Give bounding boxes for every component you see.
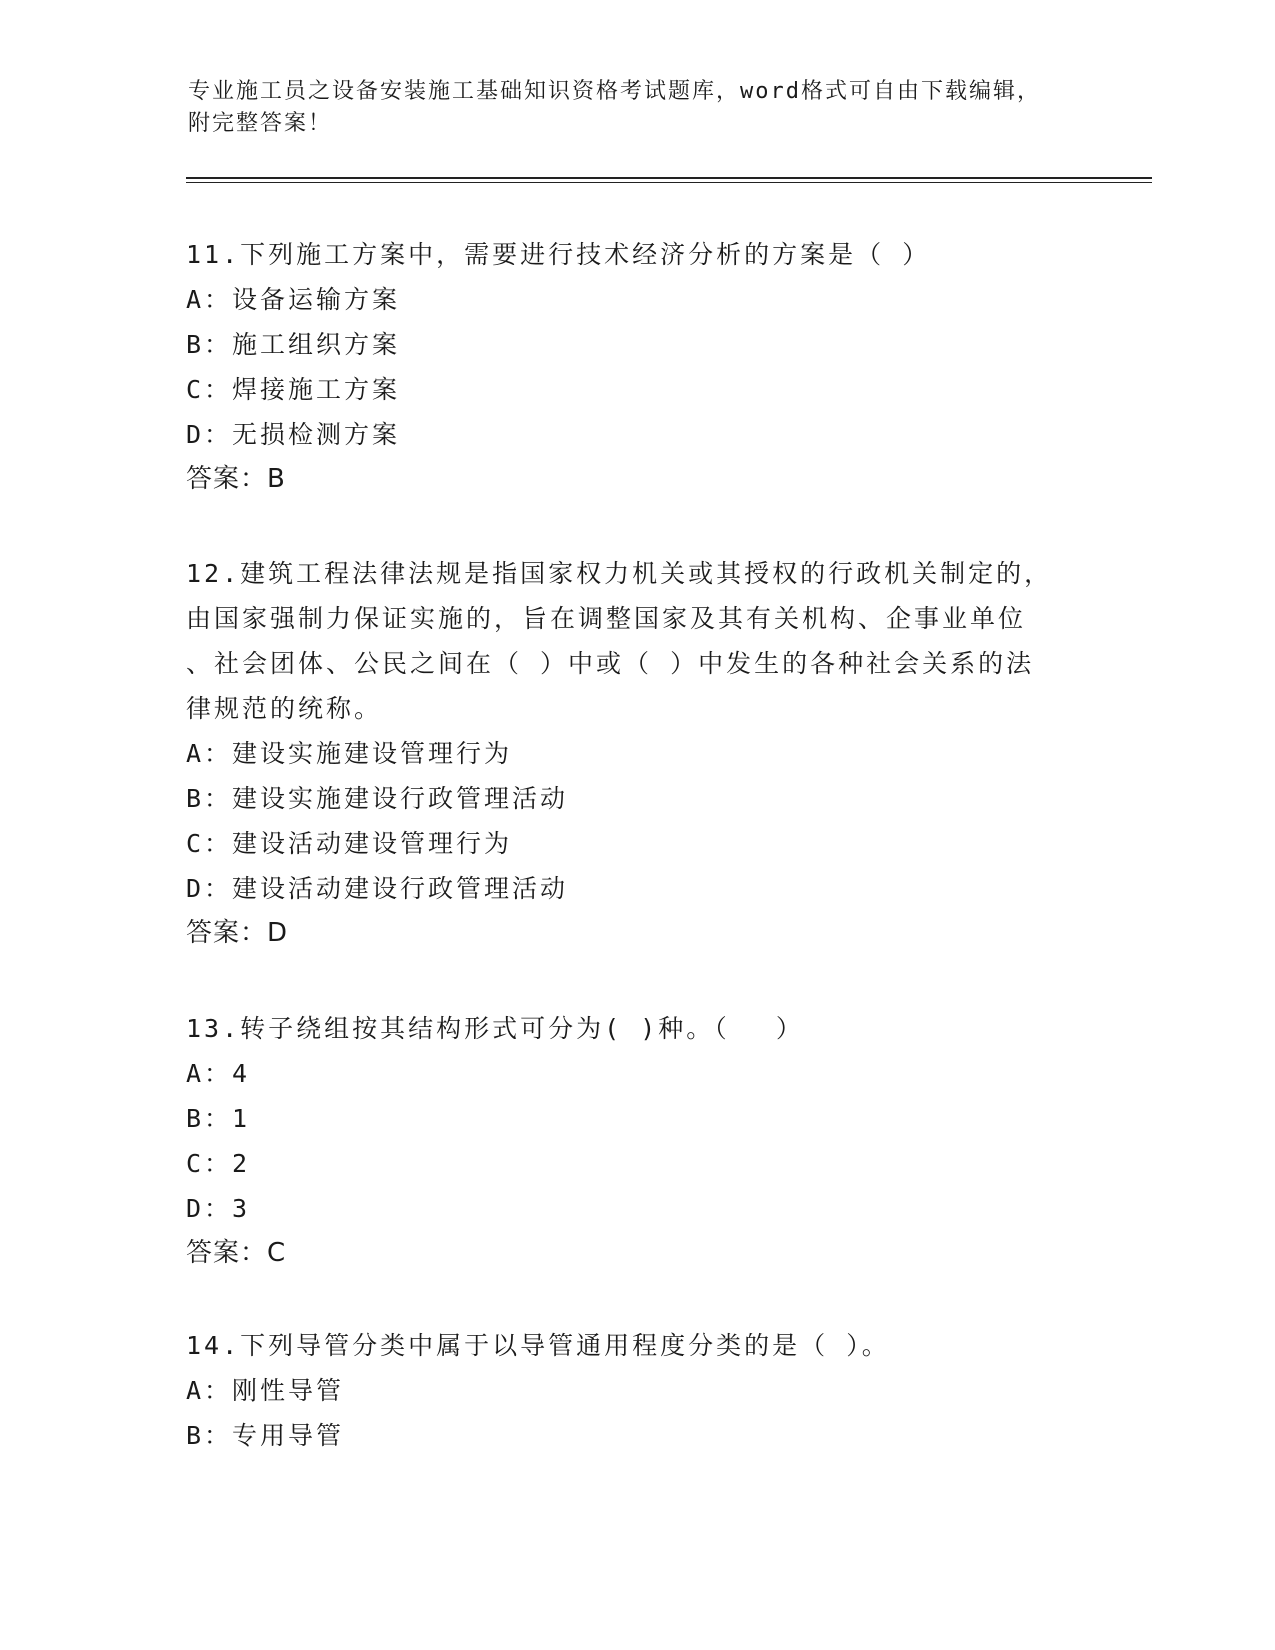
header-line-1: 专业施工员之设备安装施工基础知识资格考试题库，word格式可自由下载编辑， <box>188 79 1041 104</box>
header-divider-thin <box>186 182 1152 183</box>
question-13 <box>186 1006 1066 1276</box>
answer-line: 答案：B <box>186 464 286 494</box>
question-stem: 11.下列施工方案中，需要进行技术经济分析的方案是（ ） <box>186 240 931 269</box>
option-a: A：设备运输方案 <box>186 285 401 314</box>
option-a: A：4 <box>186 1059 251 1088</box>
question-11 <box>186 232 1066 502</box>
question-14 <box>186 1323 1066 1458</box>
question-stem: 14.下列导管分类中属于以导管通用程度分类的是（ ）。 <box>186 1331 890 1360</box>
header-line-2: 附完整答案！ <box>188 111 333 136</box>
question-stem: 13.转子绕组按其结构形式可分为( )种。（ ） <box>186 1014 804 1043</box>
option-b: B：专用导管 <box>186 1421 345 1450</box>
option-a: A：建设实施建设管理行为 <box>186 739 513 768</box>
header-divider-thick <box>186 177 1152 179</box>
answer-line: 答案：D <box>186 918 289 948</box>
answer-line: 答案：C <box>186 1238 287 1268</box>
option-a: A：刚性导管 <box>186 1376 345 1405</box>
option-b: B：1 <box>186 1104 251 1133</box>
option-c: C：建设活动建设管理行为 <box>186 829 513 858</box>
option-c: C：焊接施工方案 <box>186 375 401 404</box>
document-header <box>188 76 1088 140</box>
question-stem-line-1: 12.建筑工程法律法规是指国家权力机关或其授权的行政机关制定的， <box>186 559 1053 588</box>
option-b: B：施工组织方案 <box>186 330 401 359</box>
question-stem-line-4: 律规范的统称。 <box>186 694 383 723</box>
question-stem-line-2: 由国家强制力保证实施的，旨在调整国家及其有关机构、企事业单位 <box>186 604 1027 633</box>
option-d: D：3 <box>186 1194 251 1223</box>
option-c: C：2 <box>186 1149 251 1178</box>
option-d: D：建设活动建设行政管理活动 <box>186 874 569 903</box>
question-stem-line-3: 、社会团体、公民之间在（ ）中或（ ）中发生的各种社会关系的法 <box>186 649 1035 678</box>
option-b: B：建设实施建设行政管理活动 <box>186 784 569 813</box>
option-d: D：无损检测方案 <box>186 420 401 449</box>
question-12 <box>186 551 1066 956</box>
